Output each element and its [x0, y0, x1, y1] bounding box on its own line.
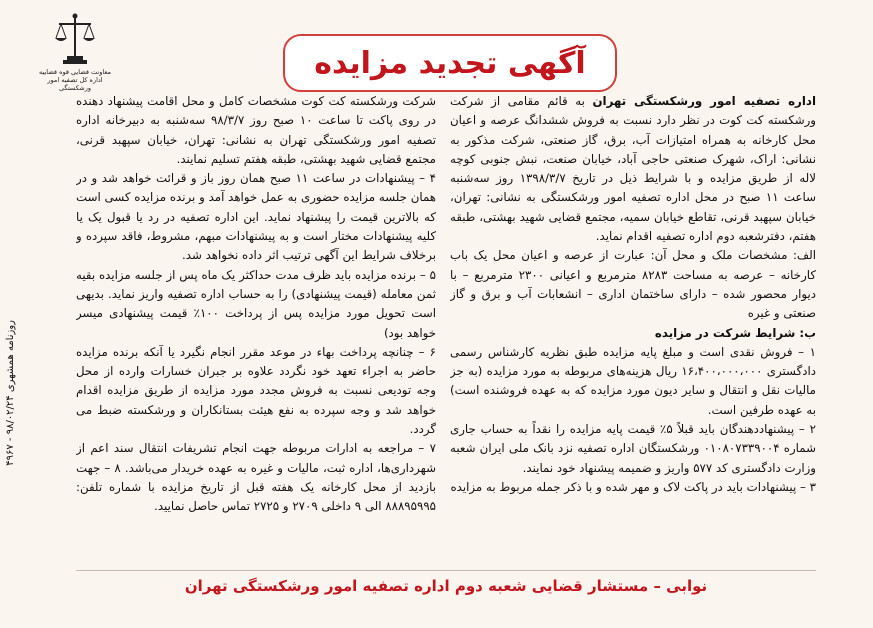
title-banner	[283, 34, 617, 92]
right-column	[450, 92, 816, 552]
condition-5: ۵ – برنده مزایده باید ظرف مدت حداکثر یک ماه پس از جلسه مزایده بقیه ثمن معامله (قیمت پیشنهادی) را به حساب اداره تصفیه واریز نماید. بدیهی است تحویل مورد مزایده پس از پرداخت ۱۰۰٪ قیمت پیشنهادی میسر خواهد بود)	[76, 267, 436, 340]
condition-3-continued: شرکت ورشکسته کت کوت مشخصات کامل و محل اقامت پیشنهاد دهنده در روی پاکت تا ساعت ۱۰ صبح روز ۹۸/۳/۷ سه‌شنبه به دبیرخانه اداره تصفیه امور ورشکستگی تهران به نشانی: تهران، خیابان سپهبد قرنی، مجتمع قضایی شهید بهشتی، طبقه هفتم تسلیم نمایند.	[76, 94, 436, 166]
condition-2: ۲ – پیشنهاددهندگان باید قبلاً ۵٪ قیمت پایه مزایده را نقداً به حساب جاری شماره ۰۱۰۸۰۷۳۳۹۰۰۴ ورشکستگان اداره تصفیه نزد بانک ملی ایران شعبه وزارت دادگستری کد ۵۷۷ واریز و ضمیمه پیشنهاد خود نمایند.	[450, 422, 816, 475]
intro-text: به قائم مقامی از شرکت ورشکسته کت کوت در نظر دارد نسبت به فروش ششدانگ عرصه و اعیان محل کارخانه به همراه امتیازات آب، برق، گاز صنعتی، شرکت مذکور به نشانی: اراک، شهرک صنعتی حاجی آباد، خیابان صنعت، نبش جنوبی کوچه لاله از طریق مزایده و با شرایط ذیل در تاریخ ۱۳۹۸/۳/۷ روز سه‌شنبه ساعت ۱۱ صبح در محل اداره تصفیه امور ورشکستگی به نشانی: تهران، خیابان سپهبد قرنی، تقاطع خیابان سمیه، مجتمع قضایی شهید بهشتی، طبقه هفتم، دفترشعبه دوم اداره تصفیه اقدام نماید.	[450, 94, 816, 244]
condition-3: ۳ – پیشنهادات باید در پاکت لاک و مهر شده و با ذکر جمله مربوط به مزایده	[450, 479, 816, 494]
condition-7-8: ۷ – مراجعه به ادارات مربوطه جهت انجام تشریفات انتقال سند اعم از شهرداری‌ها، اداره ثبت، مالیات و غیره به عهده خریدار می‌باشد. ۸ – جهت بازدید از محل کارخانه یک هفته قبل از تاریخ مزایده با شماره تلفن: ۸۸۸۹۵۹۹۵ الی ۹ داخلی ۲۷۰۹ و ۲۷۲۵ تماس حاصل نمایید.	[76, 441, 436, 514]
scales-of-justice-icon	[53, 12, 97, 68]
judiciary-emblem	[36, 12, 114, 94]
section-a: الف: مشخصات ملک و محل آن: عبارت از عرصه و اعیان محل یک باب کارخانه – عرصه به مساحت ۸۲۸۳ مترمربع و اعیانی ۲۳۰۰ مترمربع – با دیوار محصور شده – دارای ساختمان اداری – انشعابات آب و برق و گاز صنعتی و غیره	[450, 248, 816, 321]
signatory: نوابی – مستشار قضایی شعبه دوم اداره تصفیه امور ورشکستگی تهران	[184, 577, 708, 595]
issuer-name: اداره تصفیه امور ورشکستگی تهران	[592, 94, 816, 108]
condition-6: ۶ – چنانچه پرداخت بهاء در موعد مقرر انجام نگیرد یا آنکه برنده مزایده حاضر به اجراء تعهد خود نگردد علاوه بر جبران خسارات وارده از محل وجه تودیعی نسبت به فروش مجدد مورد مزایده از طریق مزایده اقدام خواهد شد و وجه سپرده به نفع هیئت بستانکاران و ورشکسته ضبط می گردد.	[76, 344, 436, 437]
newspaper-side-label: روزنامه همشهری ۹۸/۰۲/۲۴ - ۴۹۶۷	[5, 320, 16, 466]
condition-4: ۴ – پیشنهادات در ساعت ۱۱ صبح همان روز باز و قرائت خواهد شد و در همان جلسه مزایده حضوری به عمل خواهد آمد و برنده مزایده کسی است که بالاترین قیمت را پیشنهاد نماید. این اداره تصفیه در رد یا قبول یک یا کلیه پیشنهادات مختار است و به پیشنهادات مبهم، مشروط، فاقد سپرده و برخلاف شرایط این آگهی ترتیب اثر داده نخواهد شد.	[76, 171, 436, 263]
signature-footer	[76, 570, 816, 601]
ad-title: آگهی تجدید مزایده	[314, 45, 586, 81]
condition-1: ۱ – فروش نقدی است و مبلغ پایه مزایده طبق نظریه کارشناس رسمی دادگستری ۱۶،۴۰۰،۰۰۰،۰۰۰ ریال هزینه‌های مربوطه به مورد مزایده (به جز مالیات نقل و انتقال و سایر دیون مورد مزایده که به عهده فروشنده است) به عهده طرفین است.	[450, 344, 816, 417]
intro-paragraph	[450, 92, 816, 246]
left-column	[76, 92, 436, 552]
section-b-title: ب: شرایط شرکت در مزایده	[654, 325, 816, 340]
emblem-caption: معاونت قضایی قوه قضاییه اداره کل تصفیه امور ورشکستگی	[39, 68, 111, 92]
